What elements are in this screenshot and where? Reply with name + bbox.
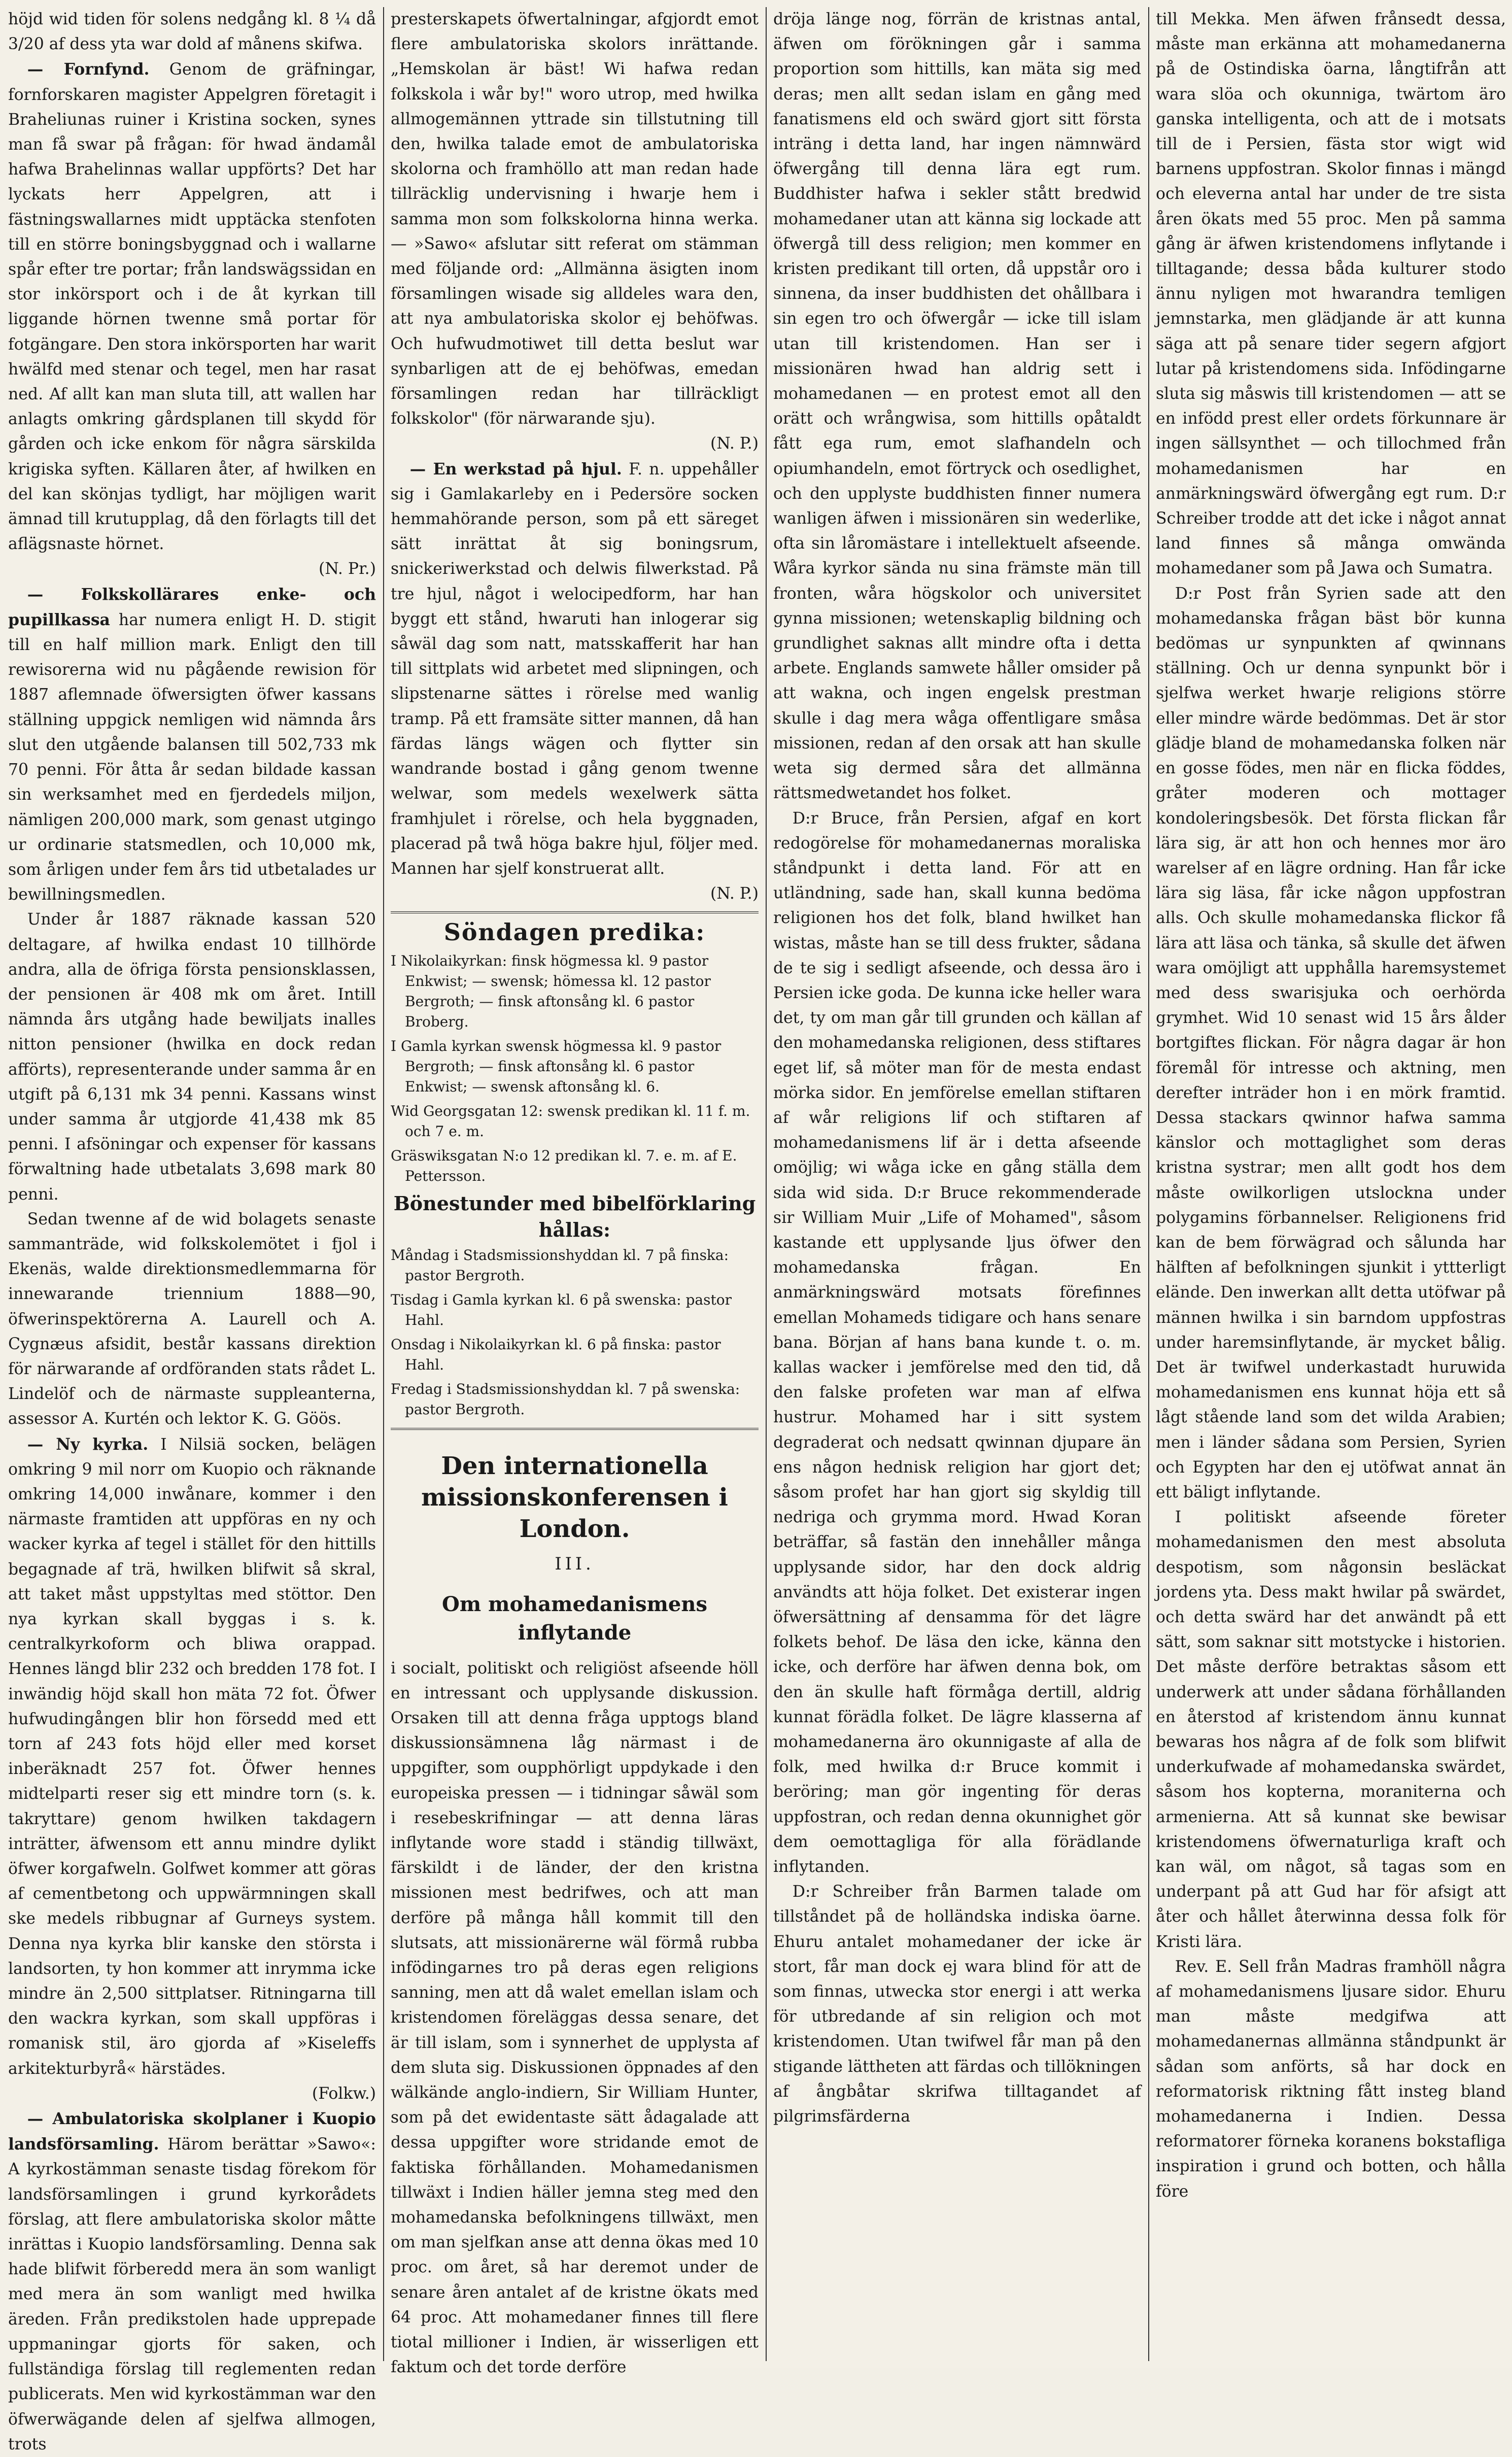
source-attribution: (N. P.) <box>710 884 759 903</box>
news-item-body: F. n. uppehåller sig i Gamlakarleby en i Pedersöre socken hemmahörande person, som på ett säreget sätt inrättat åt sig boningsrum, snickeriwerkstad och delwis filwerkstad. På tre hjul, något i welocipedform, har han byggt ett stånd, hwaruti han inlogerar sig såwäl dag som natt, matsskafferit har han till sittplats wid arbetet med slipningen, och slipstenarne sättes i rörelse med wanlig tramp. På ett framsäte sitter mannen, då han färdas längs wägen och flytter sin wandrande bostad i gång genom twenne welwar, som medels wexelwerk sätta framhjulet i rörelse, och hela byggnaden, placerad på twå höga bakre hjul, följer med. Mannen har sjelf konstruerat allt. <box>391 460 759 878</box>
news-item-body: har numera enligt H. D. stigit till en half million mark. Enligt den till rewisorerna wid nu pågående rewision för 1887 aflemnade öfwersigten öfwer kassans ställning uppgick nemligen wid nämnda års slut den utgående balansen till 502,733 mk 70 penni. För åtta år sedan bildade kassan sin werksamhet med en fjerdedels miljon, nämligen 200,000 mark, som genast utgingo ur ordinarie statsmedlen, och 10,000 mk, som årligen under fem års tid utbetalades ur bewillningsmedlen. <box>8 610 376 904</box>
paragraph: Under år 1887 räknade kassan 520 deltagare, af hwilka endast 10 tillhörde andra, alla de öfriga första pensionsklassen, der pensionen är 408 mk om året. Intill nämnda års utgång hade bewiljats inalles nitton pensioner (hwilka en dock redan afförts), representerande under samma år en utgift på 6,131 mk 34 penni. Kassans winst under samma år utgjorde 41,438 mk 85 penni. I afsöningar och expenser för kassans förwaltning hade utbetalats 3,698 mark 80 penni. <box>8 910 376 1204</box>
column-rule <box>766 7 767 2361</box>
column-4 <box>1156 7 1506 2361</box>
prayer-hours-title: Bönestunder med bibelförklaring hållas: <box>393 1192 756 1242</box>
service-entry: Wid Georgsgatan 12: swensk predikan kl. 11 f. m. och 7 e. m. <box>391 1103 750 1140</box>
column-2 <box>391 7 759 2377</box>
column-3 <box>773 7 1141 2361</box>
prayer-entry: Tisdag i Gamla kyrkan kl. 6 på swenska: pastor Hahl. <box>391 1291 732 1329</box>
article-paragraph: D:r Schreiber från Barmen talade om tillståndet på de holländska indiska öarne. Ehuru antalet mohamedaner der icke är stort, får man dock ej wara blind för att de som finnas, utwecka stor energi i att werka för utbredande af sin religion och mot kristendomen. Utan twifwel får man på den stigande lättheten att färdas och tillökningen af ångbåtar skrifwa tilltagandet af pilgrimsfärderna <box>773 1883 1141 2126</box>
article-paragraph: D:r Bruce, från Persien, afgaf en kort redogörelse för mohamedanernas moraliska ståndpunkt i detta land. För att en utländning, sade han, skall kunna bedöma religionen hos det folk, bland hwilket han wistas, måste han se till dess frukter, sådana de te sig i sedligt afseende, och dessa äro i Persien icke goda. De kunna icke heller wara det, ty om man går till grunden och källan af den mohamedanska religionen, dess stiftares eget lif, så möter man för de mesta endast mörka sidor. En jemförelse emellan stiftaren af wår religions lif och stiftaren af mohamedanismens lif är i detta afseende omöjlig; wi wåga icke en gång ställa dem sida wid sida. D:r Bruce rekommenderade sir William Muir „Life of Mohamed", såsom kastande ett upplysande ljus öfwer den mohamedanska frågan. En anmärkningswärd motsats förefinnes emellan Mohameds tidigare och hans senare bana. Början af hans bana kunde t. o. m. kallas wacker i jemförelse med den tid, då den falske profeten war man af elfwa hustrur. Mohamed har i sitt system degraderat och nedsatt qwinnan djupare än ens någon hednisk religion har gjort det; såsom profet har han gjort sig skyldig till nedriga och grymma mord. Hwad Koran beträffar, så fastän den innehåller många upplysande sidor, har den dock aldrig användts att höja folket. Det existerar ingen öfwersättning af densamma för det lägre folkets behof. De läsa den icke, känna den icke, och derföre har äfwen denna bok, om den än skulle haft förmåga dertill, aldrig kunnat förädla folket. De lägre klasserna af mohamedanerna äro okunnigaste af alla de folk, med hwilka d:r Bruce kommit i beröring; man gör ingenting för deras uppfostran, och redan denna okunnighet gör dem oemottagliga för alla förädlande inflytanden. <box>773 809 1141 1876</box>
prayer-entry: Fredag i Stadsmissionshyddan kl. 7 på swenska: pastor Bergroth. <box>391 1381 740 1418</box>
article-paragraph: i socialt, politiskt och religiöst afseende höll en intressant och upplysande diskussion. Orsaken till att denna fråga upptogs bland diskussionsämnena låg närmast i de uppgifter, som oupphörligt uppdykade i den europeiska pressen — i tidningar såwäl som i resebeskrifningar — att denna läras inflytande wore stadd i ständig tillwäxt, färskildt i de länder, der den kristna missionen mest bedrifwes, och att man derföre på många håll kommit till den slutsats, att missionärerne wäl förmå rubba infödingarnes tro på deras egen religions sanning, men att då walet emellan islam och kristendomen föreläggas dessa senare, det är till islam, som i synnerhet de upplysta af dem sluta sig. Diskussionen öppnades af den wälkände anglo-indiern, Sir William Hunter, som på det ewidentaste sätt ådagalade att dessa uppgifter wore stridande emot de faktiska förhållanden. Mohamedanismen tillwäxt i Indien häller jemna steg med den mohamedanska befolkningens tillwäxt, men om man sjelfkan anse att denna ökas med 10 proc. om året, så har deremot under de senare åren antalet af de kristne ökats med 64 proc. Att mohamedaner finnes till flere tiotal millioner i Indien, är wisserligen ett faktum och det torde derföre <box>391 1659 759 2377</box>
service-entry: I Nikolaikyrkan: finsk högmessa kl. 9 pastor Enkwist; — swensk; hömessa kl. 12 pastor Bergroth; — finsk aftonsång kl. 6 pastor Broberg. <box>391 952 711 1031</box>
service-entry: Gräswiksgatan N:o 12 predikan kl. 7. e. m. af E. Pettersson. <box>391 1147 737 1185</box>
article-title: Den internationella missionskonferensen i London. <box>421 1452 728 1544</box>
paragraph: höjd wid tiden för solens nedgång kl. 8 ¼ då 3/20 af dess yta war dold af månens skifwa. <box>8 10 376 54</box>
news-item-heading: — Ny kyrka. <box>27 1435 149 1454</box>
column-1 <box>8 7 376 2453</box>
news-item-heading: — Ambulatoriska skolplaner i Kuopio landsförsamling. <box>8 2109 376 2154</box>
paragraph: Sedan twenne af de wid bolagets senaste sammanträde, wid folkskolemötet i fjol i Ekenäs, walde direktionsmedlemmarna för innewarande triennium 1888—90, öfwerinspektörerna A. Laurell och A. Cygnæus afsidit, består kassans direktion för närwarande af ordföranden stats rådet L. Lindelöf och de närmaste suppleanterna, assessor A. Kurtén och lektor K. G. Göös. <box>8 1210 376 1428</box>
news-item-fornfynd <box>8 57 376 557</box>
article-paragraph: Rev. E. Sell från Madras framhöll några af mohamedanismens ljusare sidor. Ehuru man måste medgifwa att mohamedanernas allmänna ståndpunkt är sådan som anförts, så har dock en reformatorisk riktning fått insteg bland mohamedanerna i Indien. Dessa reformatorer förneka koranens bokstafliga inspiration i grund och botten, och hålla före <box>1156 1957 1506 2201</box>
article-paragraph: I politiskt afseende företer mohamedanismen den mest absoluta despotism, som någonsin besläckat jordens yta. Dess makt hwilar på swärdet, och detta swärd har det anwändt på ett sätt, som saknar sitt motstycke i historien. Det måste derföre betraktas såsom ett underwerk att under sådana förhållanden en återstod af kristendom ännu kunnat bewaras hos några af de folk som blifwit underkufwade af mohamedanska swärdet, såsom hos kopterna, moraniterna och armenierna. Att så kunnat ske bewisar kristendomens öfwernaturliga kraft och kan wäl, om något, så tagas som en underpant på att Gud har för afsigt att åter och hållet återwinna dessa folk för Kristi lära. <box>1156 1508 1506 1951</box>
article-paragraph: dröja länge nog, förrän de kristnas antal, äfwen om förökningen går i samma proportion som hittills, kan mäta sig med deras; men allt sedan islam en gång med fanatismens eld och swärd gjort sitt första inträng i detta land, har ingen nämnwärd öfwergång till denna lära egt rum. Buddhister hafwa i sekler stått bredwid mohamedaner utan att känna sig lockade att öfwergå till dess religion; men kommer en kristen predikant till orten, då uppstår oro i sinnena, da inser buddhisten det ohållbara i sin egen tro och öfwergår — icke till islam utan till kristendomen. Han ser i missionären hwad han aldrig sett i mohamedanen — en protest emot all den orätt och wrångwisa, som hittills opåtaldt fått ega rum, emot slafhandeln och opiumhandeln, emot förtryck och osedlighet, och den upplyste buddhisten finner numera wanligen äfwen i missionären sin wederlike, ofta sin låromästare i intellektuelt afseende. Wåra kyrkor sända nu sina främste män till fronten, wåra högskolor och universitet gynna missionen; wetenskaplig bildning och grundlighet saknas allt mindre ofta i detta arbete. Englands samwete håller omsider på att wakna, och ingen engelsk prestman skulle i dag mera wåga offentligare småsa missionen, redan af den orsak att han skulle weta sig dermed såra det allmänna rättsmedwetandet hos folket. <box>773 10 1141 803</box>
news-item-heading: — En werkstad på hjul. <box>409 459 622 479</box>
article-subtitle: Om mohamedanismens inflytande <box>442 1592 707 1645</box>
sermon-notice-title: Söndagen predika: <box>443 918 706 946</box>
article-paragraph: till Mekka. Men äfwen frånsedt dessa, måste man erkänna att mohamedanerna på de Ostindiska öarna, långtifrån att wara slöa och okunniga, twärtom äro ganska intelligenta, och att de i motsats till de i Persien, fästa stor wigt wid barnens uppfostran. Skolor finnas i mängd och eleverna antal har under de tre sista åren ökats med 55 proc. Men på samma gång är äfwen kristendomens inflytande i tilltagande; dessa båda kulturer stodo ännu nyligen mot hwarandra temligen jemnstarka, men glädjande är att kunna säga att på senare tider segern afgjort lutar på kristendomens sida. Infödingarne sluta sig måswis till kristendomen — att se en infödd prest eller ordets förkunnare är ingen sällsynthet — och tillochmed från mohamedanismen har en anmärkningswärd öfwergång egt rum. D:r Schreiber trodde att det icke i något annat land finnes så många omwända mohamedaner som på Jawa och Sumatra. <box>1156 10 1506 578</box>
column-rule <box>383 7 384 2361</box>
source-attribution: (N. Pr.) <box>319 560 376 578</box>
source-attribution: (N. P.) <box>710 434 759 453</box>
news-item-kassa <box>8 582 376 908</box>
news-item-werkstad <box>391 457 759 881</box>
news-item-heading: — Fornfynd. <box>27 60 150 79</box>
prayer-entry: Onsdag i Nikolaikyrkan kl. 6 på finska: pastor Hahl. <box>391 1336 721 1374</box>
news-item-body: I Nilsiä socken, belägen omkring 9 mil norr om Kuopio och räknande omkring 14,000 inwånare, kommer i den närmaste framtiden att uppföras en ny och wacker kyrka af tegel i stället för den hittills begagnade af trä, hwilken blifwit så skral, att taket måst uppstyltas med stöttor. Den nya kyrkan skall byggas i s. k. centralkyrkoform och bliwa orappad. Hennes längd blir 232 och bredden 178 fot. I inwändig höjd skall hon mäta 72 fot. Öfwer hufwudingången blir hon försedd med ett torn af 243 fots höjd eller med korset inberäknadt 257 fot. Öfwer hennes midtelparti reser sig ett mindre torn (s. k. takryttare) genom hwilken takdagern inträtter, äfwensom ett annu mindre dylikt öfwer korgafweln. Golfwet kommer att göras af cementbetong och uppwärmningen skall ske medels ribbugnar af Gurneys system. Denna nya kyrka blir kanske den största i landsorten, ty hon kommer att inrymma icke mindre än 2,500 sittplatser. Ritningarna till den wackra kyrkan, som skall uppföras i romanisk stil, äro gjorda af »Kiseleffs arkitekturbyrå« härstädes. <box>8 1435 376 2078</box>
source-attribution: (Folkw.) <box>312 2084 376 2103</box>
paragraph: presterskapets öfwertalningar, afgjordt emot flere ambulatoriska skolors inrättande. „Hemskolan är bäst! Wi hafwa redan folkskola i wår by!" woro utrop, med hwilka allmogemännen yttrade sin tillstutning till den, hwilka talade emot de ambulatoriska skolorna och framhöllo att man redan hade tillräcklig undervisning i hwarje hem i samma mon som folkskolorna hinna werka. — »Sawo« afslutar sitt referat om stämman med följande ord: „Allmänna äsigten inom församlingen wisade sig alldeles wara den, att nya ambulatoriska skolor ej behöfwas. Och hufwudmotiwet till detta beslut war synbarligen att de ej behöfwas, emedan församlingen redan har tillräckligt folkskolor" (för närwarande sju). <box>391 10 759 428</box>
news-item-kyrka <box>8 1432 376 2081</box>
article-part-number: III. <box>555 1554 595 1575</box>
news-item-body: Härom berättar »Sawo«: A kyrkostämman senaste tisdag förekom för landsförsamlingen i grund kyrkorådets förslag, att flere ambulatoriska skolor måtte inrättas i Kuopio landsförsamling. Denna sak hade blifwit förberedd mera än som wanligt med mera än som wanligt med hwilka äreden. Från predikstolen hade upprepade uppmaningar gjorts för saken, och fullständiga förslag till reglementen redan publicerats. Men wid kyrkostämman war den öfwerwägande delen af sjelfwa allmogen, trots <box>8 2135 376 2453</box>
prayer-entry: Måndag i Stadsmissionshyddan kl. 7 på finska: pastor Bergroth. <box>391 1247 729 1284</box>
news-item-body: Genom de gräfningar, fornforskaren magister Appelgren företagit i Braheliunas ruiner i Kristina socken, synes man få swar på frågan: för hwad ändamål hafwa Brahelinnas wallar uppförts? Det har lyckats herr Appelgren, att i fästningswallarnes midt upptäcka stenfoten till en större boningsbyggnad och i wallarne spår efter tre portar; från landswägssidan en stor inkörsport och i de åt kyrkan till liggande hörnen twenne små portar för fotgängare. Den stora inkörsporten har warit hwälfd med stenar och tegel, men har rasat ned. Af allt kan man sluta till, att wallen har anlagts omkring gårdsplanen till skydd för gården och icke enkom för några särskilda krigiska syften. Källaren åter, af hwilken en del kan skönjas tydligt, har möjligen warit ämnad till krutupplag, då den förlagts till det aflägsnaste hörnet. <box>8 60 376 554</box>
column-rule <box>1148 7 1149 2361</box>
sermon-notice-box <box>391 911 759 1430</box>
news-item-ambulatoriska <box>8 2106 376 2457</box>
article-paragraph: D:r Post från Syrien sade att den mohamedanska frågan bäst bör kunna bedömas ur synpunkten af qwinnans ställning. Och ur denna synpunkt bör i sjelfwa werket hwarje religions större eller mindre wärde bedömmas. Det är stor glädje bland de mohamedanska folken när en gosse födes, men när en flicka föddes, gråter moderen och mottager kondoleringsbesök. Det första flickan får lära sig, är att hon och hennes mor äro warelser af en lägre ordning. Han får icke lära sig läsa, får icke någon uppfostran alls. Och skulle mohamedanska flickor få lära att läsa och tänka, så skulle det äfwen wara omöjligt att upphålla haremsystemet med dess swarisjuka och oerhörda grymhet. Wid 10 senast wid 15 års ålder bortgiftes flickan. För några dagar är hon föremål för intresse och aktning, men derefter inträder hon i en mörk framtid. Dessa stackars qwinnor hafwa samma känslor och mottaglighet som deras kristna systrar; men allt godt hos dem måste owilkorligen utslockna under polygamins förbannelser. Religionens frid kan de bem förwägrad och sålunda har hälften af befolkningen sjunkit i yttterligt elände. Den inwerkan allt detta utöfwar på männen hwilka i sin barndom uppfostras under haremsinflytande, är mycket bålig. Det är twifwel underkastadt huruwida mohamedanismen ens kunnat höja ett så lågt stående land som det wilda Arabien; men i länder sådana som Persien, Syrien och Egypten har den ej utöfwat annat än ett bäligt inflytande. <box>1156 584 1506 1502</box>
news-item-heading: — Folkskollärares enke- och pupillkassa <box>8 585 376 629</box>
service-entry: I Gamla kyrkan swensk högmessa kl. 9 pastor Bergroth; — finsk aftonsång kl. 6 pastor Enkwist; — swensk aftonsång kl. 6. <box>391 1038 721 1096</box>
